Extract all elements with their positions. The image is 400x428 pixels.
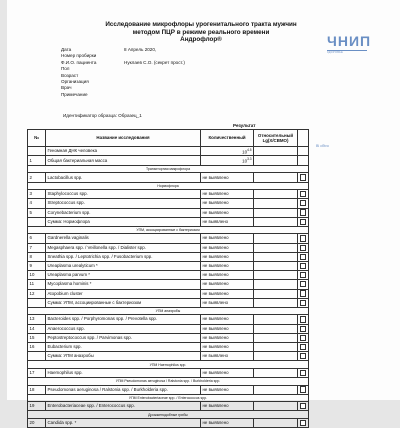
table-row <box>28 261 309 270</box>
title-line-1: Исследование микрофлоры урогенитального тракта мужчин <box>105 21 297 28</box>
table-row <box>28 333 309 342</box>
row-quant <box>201 402 254 411</box>
row-number: 17 <box>28 368 46 377</box>
row-check <box>298 199 309 208</box>
row-check <box>298 402 309 411</box>
quant-value: не выявлено <box>202 244 229 250</box>
row-check <box>298 190 309 199</box>
checkbox-icon[interactable] <box>300 245 306 251</box>
row-quant <box>201 261 254 270</box>
table-row <box>28 402 309 411</box>
row-rel <box>254 217 298 226</box>
row-number: 11 <box>28 280 46 289</box>
row-number <box>28 147 46 156</box>
table-row <box>28 342 309 351</box>
table-row <box>28 289 309 298</box>
table-row <box>28 173 309 182</box>
row-number: 6 <box>28 234 46 243</box>
side-note: Bl сбtvo <box>316 144 329 148</box>
row-check <box>298 173 309 182</box>
checkbox-icon[interactable] <box>300 191 306 197</box>
row-number: 13 <box>28 315 46 324</box>
row-number: 3 <box>28 190 46 199</box>
row-name: Megasphaera spp. / Veillonella spp. / Dialister spp. <box>46 243 201 252</box>
checkbox-icon[interactable] <box>300 386 306 392</box>
row-number: 7 <box>28 243 46 252</box>
row-check <box>298 271 309 280</box>
section-label: Транзиторная микрофлора <box>28 165 309 173</box>
row-rel <box>254 199 298 208</box>
table-row <box>28 190 309 199</box>
row-check <box>298 352 309 361</box>
checkbox-icon[interactable] <box>300 316 306 322</box>
row-name: Геномная ДНК человека <box>46 147 201 156</box>
row-rel <box>254 190 298 199</box>
row-check <box>298 243 309 252</box>
row-name: Sneathia spp. / Leptotrichia spp. / Fusobacterium spp. <box>46 252 201 261</box>
row-check <box>298 280 309 289</box>
logo-subtitle: ЗДОРОВЬЕ <box>327 51 344 55</box>
table-row <box>28 298 309 307</box>
quant-value: не выявлено <box>202 235 229 241</box>
checkbox-icon[interactable] <box>300 344 306 350</box>
meta-label: Примечание <box>61 91 88 97</box>
row-name: Atopobium cluster <box>46 289 201 298</box>
row-number: 2 <box>28 173 46 182</box>
row-rel <box>254 368 298 377</box>
quant-value: не выявлено <box>202 325 229 331</box>
row-name: Peptostreptococcus spp. / Parvimonas spp. <box>46 333 201 342</box>
meta-label: Врач <box>61 85 72 91</box>
row-name: Pseudomonas aeruginosa / Ralstonia spp. / Burkholderia spp. <box>46 385 201 394</box>
row-check <box>298 315 309 324</box>
row-quant <box>201 199 254 208</box>
row-check <box>298 342 309 351</box>
checkbox-icon[interactable] <box>300 326 306 332</box>
section-row <box>28 411 309 419</box>
section-label: УПМ Enterobacteriaceae spp. / Enterococcus spp. <box>28 394 309 402</box>
row-number: 16 <box>28 342 46 351</box>
row-quant <box>201 289 254 298</box>
checkbox-icon[interactable] <box>300 420 306 426</box>
meta-label: Возраст <box>61 72 79 78</box>
meta-label: Дата <box>61 47 72 52</box>
checkbox-icon[interactable] <box>300 353 306 359</box>
checkbox-icon[interactable] <box>300 263 306 269</box>
row-quant <box>201 208 254 217</box>
row-rel <box>254 156 298 165</box>
row-name: Общая бактериальная масса <box>46 156 201 165</box>
quant-value: не выявлено <box>202 353 228 359</box>
row-number <box>28 217 46 226</box>
quant-value: не выявлено <box>202 209 229 215</box>
row-name: Corynebacterium spp. <box>46 208 201 217</box>
quant-exponent: 3.3 <box>247 157 252 162</box>
header-quant: Количественный <box>201 130 254 147</box>
checkbox-icon[interactable] <box>300 403 306 409</box>
table-row <box>28 324 309 333</box>
checkbox-icon[interactable] <box>300 254 306 260</box>
quant-value: не выявлено <box>202 272 229 278</box>
result-header: Результат <box>233 123 256 128</box>
checkbox-icon[interactable] <box>300 300 306 306</box>
meta-label: Пол <box>61 66 70 72</box>
row-check <box>298 333 309 342</box>
row-number: 12 <box>28 289 46 298</box>
row-rel <box>254 333 298 342</box>
table-row <box>28 352 309 361</box>
row-check <box>298 289 309 298</box>
checkbox-icon[interactable] <box>300 370 306 376</box>
report-title <box>103 21 299 44</box>
row-quant <box>201 234 254 243</box>
row-rel <box>254 289 298 298</box>
header-rel: Относительный Lg(X/СВМО) <box>254 130 298 147</box>
row-check <box>298 156 309 165</box>
quant-value: 10 <box>242 158 248 164</box>
quant-value: не выявлено <box>202 200 229 206</box>
meta-value: Нуклаев С.О. (секрет прост.) <box>124 59 185 65</box>
row-name: Ureaplasma urealyticum * <box>46 261 201 270</box>
row-quant <box>201 252 254 261</box>
section-label: УПМ Haemophilus spp. <box>28 361 309 369</box>
header-num: № <box>28 130 46 147</box>
row-quant <box>201 342 254 351</box>
quant-value: не выявлено <box>202 191 229 197</box>
row-rel <box>254 342 298 351</box>
meta-label: Ф.И.О. пациента <box>61 59 97 65</box>
row-quant <box>201 280 254 289</box>
row-rel <box>254 234 298 243</box>
checkbox-icon[interactable] <box>300 200 306 206</box>
section-row <box>28 165 309 173</box>
meta-value: 8 Апрель 2020, <box>124 47 157 52</box>
clinic-logo <box>327 33 373 55</box>
row-number <box>28 352 46 361</box>
row-number: 14 <box>28 324 46 333</box>
quant-value: не выявлено <box>202 419 229 425</box>
row-quant <box>201 271 254 280</box>
row-check <box>298 147 309 156</box>
section-row <box>28 226 309 234</box>
row-check <box>298 324 309 333</box>
row-number: 1 <box>28 156 46 165</box>
quant-value: не выявлено <box>202 290 229 296</box>
section-label: Дрожжеподобные грибы <box>28 411 309 419</box>
row-rel <box>254 418 298 427</box>
row-quant <box>201 190 254 199</box>
quant-value: не выявлено <box>202 253 229 259</box>
section-row <box>28 182 309 190</box>
row-number: 4 <box>28 199 46 208</box>
row-number: 5 <box>28 208 46 217</box>
section-row <box>28 394 309 402</box>
quant-value: не выявлено <box>202 299 228 305</box>
row-name: Enterobacteriaceae spp. / Enterococcus spp. <box>46 402 201 411</box>
row-quant <box>201 352 254 361</box>
checkbox-icon[interactable] <box>300 290 306 296</box>
table-row <box>28 368 309 377</box>
table-row <box>28 385 309 394</box>
row-number: 15 <box>28 333 46 342</box>
quant-value: не выявлено <box>202 218 228 224</box>
row-quant <box>201 315 254 324</box>
checkbox-icon[interactable] <box>300 335 306 341</box>
row-number <box>28 298 46 307</box>
checkbox-icon[interactable] <box>300 174 306 180</box>
row-number: 20 <box>28 418 46 427</box>
row-name: Сумма: УПМ, ассоциированные с бактериозом <box>46 298 201 307</box>
row-rel <box>254 271 298 280</box>
row-check <box>298 252 309 261</box>
quant-value: не выявлено <box>202 334 229 340</box>
row-rel <box>254 147 298 156</box>
table-row <box>28 147 309 156</box>
sample-id: Идентификатор образца: Образец_1 <box>63 113 142 118</box>
checkbox-icon[interactable] <box>300 272 306 278</box>
table-header-row <box>28 130 309 147</box>
row-check <box>298 208 309 217</box>
section-row <box>28 378 309 386</box>
row-name: Candida spp. * <box>46 418 201 427</box>
row-check <box>298 298 309 307</box>
table-row <box>28 217 309 226</box>
row-quant <box>201 418 254 427</box>
quant-value: не выявлено <box>202 316 229 322</box>
quant-value: не выявлено <box>202 174 229 180</box>
meta-label: Организация <box>61 78 89 84</box>
table-row <box>28 243 309 252</box>
row-rel <box>254 385 298 394</box>
row-name: Streptococcus spp. <box>46 199 201 208</box>
row-rel <box>254 280 298 289</box>
section-label: УПМ Pseudomonas aeruginosa / Ralstonia spp. / Burkholderia spp. <box>28 378 309 386</box>
row-name: Bacteroides spp. / Porphyromonas spp. / Prevotella spp. <box>46 315 201 324</box>
table-row <box>28 234 309 243</box>
row-name: Ureaplasma parvum * <box>46 271 201 280</box>
quant-value: 10 <box>242 149 248 155</box>
table-row <box>28 156 309 165</box>
table-row <box>28 418 309 427</box>
row-name: Haemophilus spp. <box>46 368 201 377</box>
checkbox-icon[interactable] <box>300 209 306 215</box>
header-name: Название исследования <box>46 130 201 147</box>
row-rel <box>254 173 298 182</box>
section-label: УПМ, ассоциированные с бактериозом <box>28 226 309 234</box>
quant-exponent: 4.5 <box>247 148 252 152</box>
row-check <box>298 261 309 270</box>
title-line-3: Андрофлор® <box>180 36 222 44</box>
quant-value: не выявлено <box>202 344 229 350</box>
row-name: Gardnerella vaginalis <box>46 234 201 243</box>
row-rel <box>254 261 298 270</box>
title-line-2: методом ПЦР в режиме реального времени <box>132 28 270 36</box>
row-quant <box>201 243 254 252</box>
row-quant <box>201 324 254 333</box>
checkbox-icon[interactable] <box>300 235 306 241</box>
table-row <box>28 208 309 217</box>
row-name: Anaerococcus spp. <box>46 324 201 333</box>
checkbox-icon[interactable] <box>300 219 306 225</box>
table-body <box>28 147 309 428</box>
table-row <box>28 280 309 289</box>
row-name: Mycoplasma hominis * <box>46 280 201 289</box>
row-rel <box>254 252 298 261</box>
logo-wordmark: ЧНИП <box>327 33 372 49</box>
table-row <box>28 271 309 280</box>
row-rel <box>254 298 298 307</box>
row-name: Eubacterium spp. <box>46 342 201 351</box>
section-label: УПМ анаэробы <box>28 307 309 315</box>
row-rel <box>254 315 298 324</box>
row-quant <box>201 368 254 377</box>
section-row <box>28 307 309 315</box>
row-name: Lactobacillus spp. <box>46 173 201 182</box>
row-name: Staphylococcus spp. <box>46 190 201 199</box>
row-quant <box>201 385 254 394</box>
row-quant <box>201 147 254 156</box>
table-row <box>28 315 309 324</box>
row-number: 19 <box>28 402 46 411</box>
row-check <box>298 217 309 226</box>
row-name: Сумма: Нормофлора <box>46 217 201 226</box>
row-number: 8 <box>28 252 46 261</box>
row-quant <box>201 298 254 307</box>
row-rel <box>254 352 298 361</box>
row-rel <box>254 208 298 217</box>
quant-value: не выявлено <box>202 369 229 375</box>
row-number: 9 <box>28 261 46 270</box>
row-number: 18 <box>28 385 46 394</box>
row-rel <box>254 243 298 252</box>
row-quant <box>201 217 254 226</box>
results-table <box>27 129 309 428</box>
table-row <box>28 199 309 208</box>
quant-value: не выявлено <box>202 403 229 409</box>
section-label: Нормофлора <box>28 182 309 190</box>
row-name: Сумма: УПМ анаэробы <box>46 352 201 361</box>
row-check <box>298 385 309 394</box>
row-check <box>298 368 309 377</box>
checkbox-icon[interactable] <box>300 281 306 287</box>
row-number: 10 <box>28 271 46 280</box>
header-checkbox-col <box>298 130 309 147</box>
row-check <box>298 234 309 243</box>
meta-label: Номер пробирки <box>61 53 97 59</box>
row-quant <box>201 173 254 182</box>
quant-value: не выявлено <box>202 281 229 287</box>
row-rel <box>254 402 298 411</box>
row-rel <box>254 324 298 333</box>
table-row <box>28 252 309 261</box>
quant-value: не выявлено <box>202 263 229 269</box>
section-row <box>28 361 309 369</box>
quant-value: не выявлено <box>202 386 229 392</box>
row-quant <box>201 333 254 342</box>
row-check <box>298 418 309 427</box>
row-quant <box>201 156 254 165</box>
